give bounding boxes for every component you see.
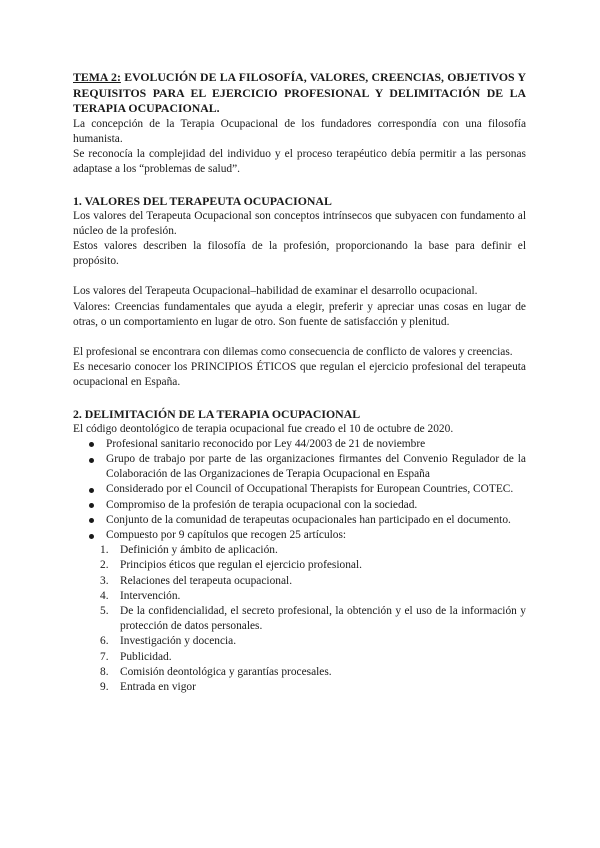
chapter-number: 8. — [100, 665, 109, 678]
chapter-text: Comisión deontológica y garantías procesales. — [120, 665, 332, 678]
title-label: TEMA 2: — [73, 70, 121, 84]
chapter-text: Relaciones del terapeuta ocupacional. — [120, 574, 293, 587]
chapter-text: Principios éticos que regulan el ejercicio profesional. — [120, 559, 362, 572]
chapter-item — [100, 634, 526, 649]
chapter-item — [100, 574, 526, 589]
chapter-item — [100, 589, 526, 604]
chapter-list — [73, 543, 526, 695]
list-item: Grupo de trabajo por parte de las organizaciones firmantes del Convenio Regulador de la Colaboración de las Organizaciones de Terapia Ocupacional en España — [106, 452, 526, 482]
section-2-bullet-list — [73, 437, 526, 543]
chapter-item — [100, 665, 526, 680]
chapter-number: 4. — [100, 589, 109, 602]
section-2-paragraph-1: El código deontológico de terapia ocupacional fue creado el 10 de octubre de 2020. — [73, 422, 454, 435]
list-item: Profesional sanitario reconocido por Ley 44/2003 de 21 de noviembre — [106, 437, 526, 452]
intro-paragraph-1: La concepción de la Terapia Ocupacional de los fundadores correspondía con una filosofía humanista. — [73, 117, 526, 145]
chapter-number: 6. — [100, 635, 109, 648]
chapter-text: Intervención. — [120, 589, 181, 602]
document-body — [73, 70, 526, 695]
chapter-item — [100, 543, 526, 558]
list-item: Conjunto de la comunidad de terapeutas ocupacionales han participado en el documento. — [106, 513, 526, 528]
chapter-item — [100, 558, 526, 573]
section-1-paragraph-5: El profesional se encontrara con dilemas como consecuencia de conflicto de valores y creencias. — [73, 346, 513, 359]
chapter-text: Investigación y docencia. — [120, 635, 237, 648]
chapter-text: Definición y ámbito de aplicación. — [120, 544, 278, 557]
chapter-number: 1. — [100, 544, 109, 557]
chapter-number: 2. — [100, 559, 109, 572]
title-text: EVOLUCIÓN DE LA FILOSOFÍA, VALORES, CREENCIAS, OBJETIVOS Y REQUISITOS PARA EL EJERCICIO PROFESIONAL Y DELIMITACIÓN DE LA TERAPIA OCUPACIONAL. — [73, 70, 526, 116]
section-1-paragraph-1: Los valores del Terapeuta Ocupacional son conceptos intrínsecos que subyacen con fundamento al núcleo de la profesión. — [73, 209, 526, 237]
list-item: Compuesto por 9 capítulos que recogen 25 artículos: — [106, 528, 526, 543]
chapter-number: 5. — [100, 605, 109, 618]
chapter-number: 7. — [100, 650, 109, 663]
chapter-text: Publicidad. — [120, 650, 172, 663]
chapter-number: 9. — [100, 681, 109, 694]
list-item: Considerado por el Council of Occupational Therapists for European Countries, COTEC. — [106, 482, 526, 497]
section-1-paragraph-3: Los valores del Terapeuta Ocupacional–habilidad de examinar el desarrollo ocupacional. — [73, 285, 478, 298]
chapter-number: 3. — [100, 574, 109, 587]
chapter-item — [100, 650, 526, 665]
chapter-item — [100, 680, 526, 695]
intro-paragraph-2: Se reconocía la complejidad del individuo y el proceso terapéutico debía permitir a las personas adaptase a los “problemas de salud”. — [73, 148, 526, 176]
section-1-paragraph-4: Valores: Creencias fundamentales que ayuda a elegir, preferir y apreciar unas cosas en lugar de otras, o un comportamiento en lugar de otro. Son fuente de satisfacción y plenitud. — [73, 300, 526, 328]
section-1-paragraph-2: Estos valores describen la filosofía de la profesión, proporcionando la base para definir el propósito. — [73, 240, 526, 268]
section-2-heading: 2. DELIMITACIÓN DE LA TERAPIA OCUPACIONAL — [73, 406, 361, 421]
chapter-text: Entrada en vigor — [120, 681, 196, 694]
chapter-text: De la confidencialidad, el secreto profesional, la obtención y el uso de la información y protección de datos personales. — [120, 605, 526, 633]
section-1-paragraph-6: Es necesario conocer los PRINCIPIOS ÉTICOS que regulan el ejercicio profesional del terapeuta ocupacional en España. — [73, 361, 526, 389]
chapter-item — [100, 604, 526, 634]
list-item: Compromiso de la profesión de terapia ocupacional con la sociedad. — [106, 498, 526, 513]
section-1-heading: 1. VALORES DEL TERAPEUTA OCUPACIONAL — [73, 193, 332, 208]
page-title — [73, 70, 526, 117]
